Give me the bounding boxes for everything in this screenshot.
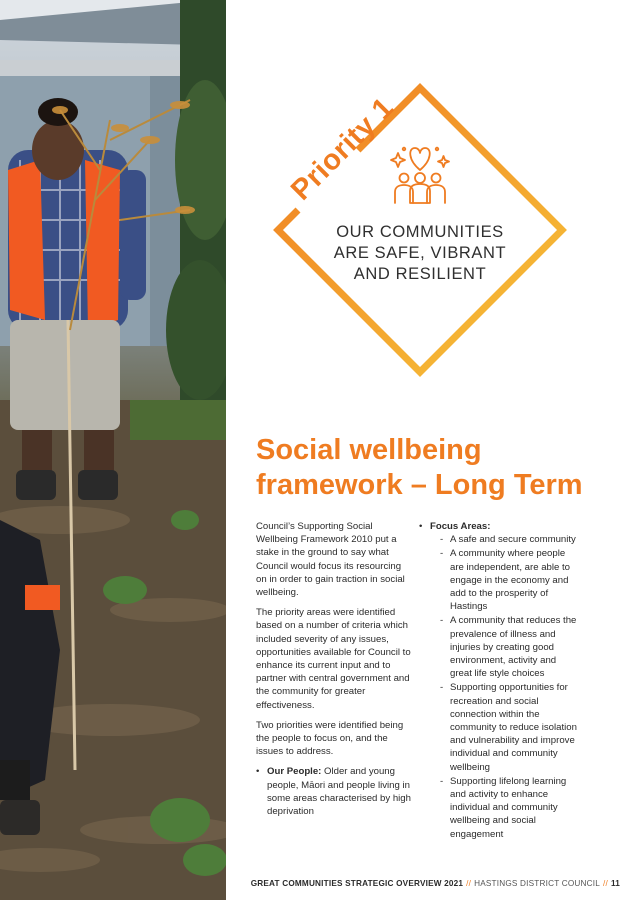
footer-separator: // <box>466 879 472 888</box>
photo-panel <box>0 0 226 900</box>
focus-areas-sublist <box>430 533 579 841</box>
priorities-paragraph: Two priorities were identified being the people to focus on, and the issues to address. <box>256 719 404 758</box>
priority-statement-line-2: ARE SAFE, VIBRANT <box>333 244 507 262</box>
focus-areas-item <box>419 520 579 841</box>
footer-org: HASTINGS DISTRICT COUNCIL <box>474 879 600 888</box>
section-heading-line-2: framework – Long Term <box>256 469 583 501</box>
page-footer <box>251 879 620 888</box>
our-people-list <box>256 765 411 818</box>
priority-label: Priority 1 <box>285 91 401 207</box>
list-item: - A safe and secure community <box>430 533 579 546</box>
our-people-title: Our People: <box>267 766 322 778</box>
community-heart-icon <box>384 140 456 212</box>
our-people-text: Older and young people, Māori and people living in some areas characterised by high deprivation <box>267 766 411 818</box>
page-number: 11 <box>610 879 620 888</box>
list-item: - Supporting lifelong learning and activity to enhance individual and community wellbeing and social engagement <box>430 775 579 841</box>
list-item: - Supporting opportunities for recreation and social connection within the community to reduce isolation and vulnerability and improve individual and community wellbeing <box>430 681 579 773</box>
left-column <box>256 520 411 818</box>
priority-statement <box>300 222 540 285</box>
intro-paragraph: Council’s Supporting Social Wellbeing Framework 2010 put a stake in the ground to say what Council would focus its resourcing on in order to gain traction in social wellbeing. <box>256 521 405 599</box>
section-heading-line-1: Social wellbeing <box>256 434 482 466</box>
priority-statement-line-3: AND RESILIENT <box>353 265 487 283</box>
focus-areas-title: Focus Areas: <box>430 521 491 532</box>
criteria-paragraph: The priority areas were identified based on a number of criteria which included severity of any issues, opportunities available for Council to enhance its current input and to partner with central government and the community for greater effectiveness. <box>256 607 411 711</box>
photo-icon <box>0 0 226 900</box>
list-item: - A community where people are independent, are able to engage in the economy and add to the prosperity of Hastings <box>430 547 579 613</box>
our-people-item <box>256 765 411 818</box>
footer-separator: // <box>602 879 608 888</box>
footer-title: GREAT COMMUNITIES STRATEGIC OVERVIEW 2021 <box>250 879 464 888</box>
right-column <box>419 520 579 842</box>
priority-statement-line-1: OUR COMMUNITIES <box>336 223 504 241</box>
section-heading <box>256 433 586 503</box>
focus-areas-list <box>419 520 579 841</box>
list-item: - A community that reduces the prevalence of illness and injuries by creating good environment, activity and great life style choices <box>430 614 579 680</box>
